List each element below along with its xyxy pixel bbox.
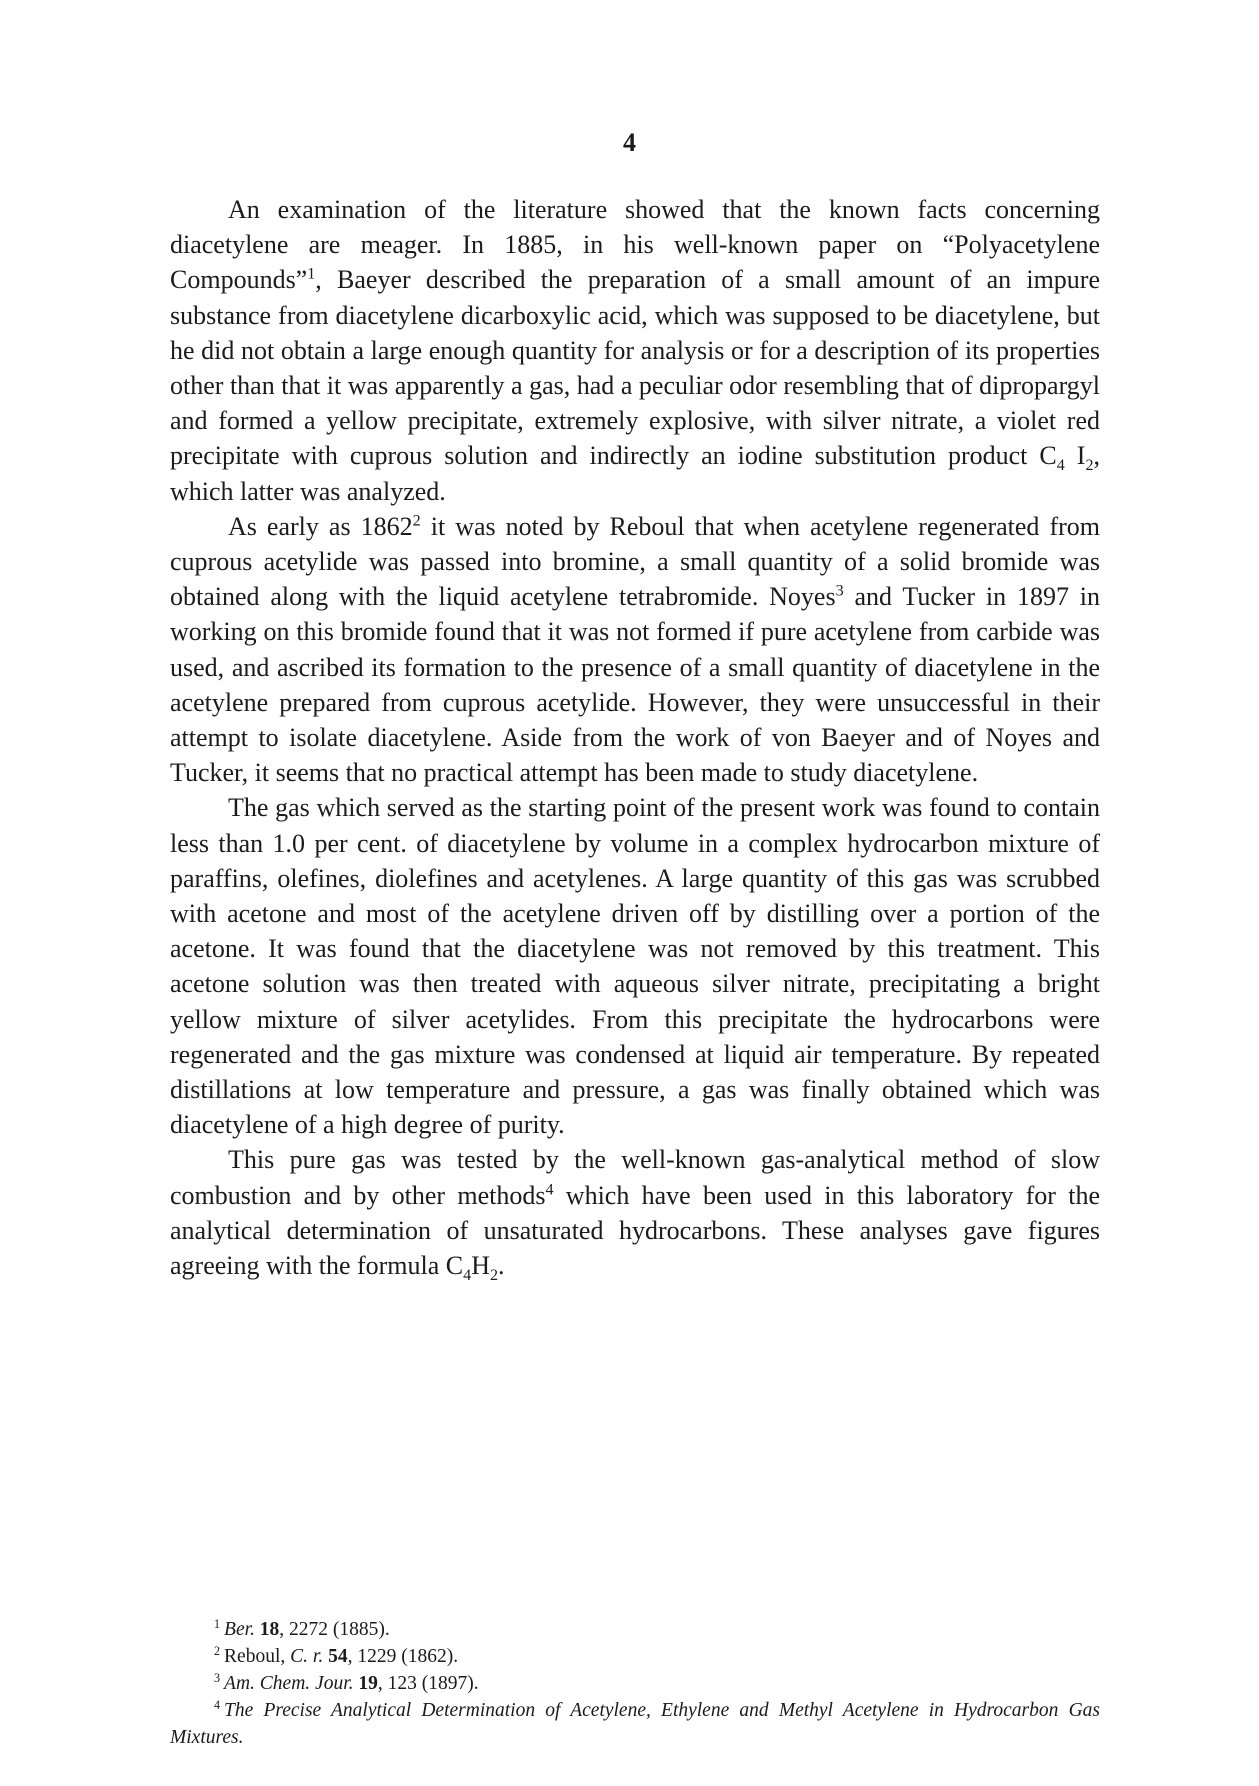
footnote-rest: , 1229 (1862). bbox=[347, 1646, 459, 1667]
footnotes bbox=[170, 1616, 1100, 1751]
paragraph-literature-review bbox=[170, 192, 1100, 509]
body-text bbox=[170, 192, 1100, 1283]
p1-text-b: , Baeyer described the preparation of a small amount of an impure substance from diacetylene dicarboxylic acid, which was supposed to be diacetylene, but he did not obtain a large enough quantity for analysis or for a description of its properties other than that it was apparently a gas, had a peculiar odor resembling that of dipropargyl and formed a yellow precipitate, extremely explosive, with silver nitrate, a violet red precipitate with cuprous solution and indirectly an iodine substitution product C bbox=[170, 265, 1100, 471]
footnote-title: The Precise Analytical Determination of Acetylene, Ethylene and Methyl Acetylene in Hydrocarbon Gas Mixtures. bbox=[170, 1700, 1100, 1748]
p1-text-d: , which latter was analyzed. bbox=[170, 441, 1100, 506]
footnote-journal: Am. Chem. Jour. bbox=[224, 1673, 354, 1694]
paragraph-present-work: The gas which served as the starting point of the present work was found to contain less than 1.0 per cent. of diacetylene by volume in a complex hydrocarbon mixture of paraffins, olefines, diolefines and acetylenes. A large quantity of this gas was scrubbed with acetone and most of the acetylene driven off by distilling over a portion of the acetone. It was found that the diacetylene was not removed by this treatment. This acetone solution was then treated with aqueous silver nitrate, precipitating a bright yellow mixture of silver acetylides. From this precipitate the hydrocarbons were regenerated and the gas mixture was condensed at liquid air temperature. By repeated distillations at low temperature and pressure, a gas was finally obtained which was diacetylene of a high degree of purity. bbox=[170, 793, 1100, 1140]
p1-text-c: I bbox=[1064, 441, 1086, 471]
paragraph-early-work bbox=[170, 509, 1100, 791]
footnote-marker: 4 bbox=[214, 1697, 221, 1712]
footnote-volume: 19 bbox=[358, 1673, 378, 1694]
footnote-ref-3: 3 bbox=[835, 582, 844, 600]
footnote-journal: C. r. bbox=[290, 1646, 324, 1667]
footnote-rest: , 123 (1897). bbox=[377, 1673, 479, 1694]
p2-text-b: it was noted by Reboul that when acetylene regenerated from cuprous acetylide was passed into bromine, a small quantity of a solid bromide was obtained along with the liquid acetylene tetrabromide. Noyes bbox=[170, 511, 1101, 612]
paragraph-analysis bbox=[170, 1142, 1100, 1283]
footnote-rest: , 2272 (1885). bbox=[279, 1619, 390, 1640]
footnote-volume: 18 bbox=[259, 1619, 280, 1640]
footnote-journal: Ber. bbox=[224, 1619, 255, 1640]
p2-text-a: As early as 1862 bbox=[228, 511, 413, 541]
p4-text-c: H bbox=[471, 1251, 490, 1281]
footnote-marker: 3 bbox=[214, 1670, 221, 1685]
p4-text-a: This pure gas was tested by the well-known gas-analytical method of slow combustion and by other methods bbox=[170, 1145, 1100, 1210]
p2-text-c: and Tucker in 1897 in working on this bromide found that it was not formed if pure acetylene from carbide was used, and ascribed its formation to the presence of a small quantity of diacetylene in the acetylene prepared from cuprous acetylide. However, they were unsuccessful in their attempt to isolate diacetylene. Aside from the work of von Baeyer and of Noyes and Tucker, it seems that no practical attempt has been made to study diacetylene. bbox=[170, 582, 1100, 788]
p1-text-a: An examination of the literature showed that the known facts concerning diacetylene are meager. In 1885, in his well-known paper on “Polyacetylene Compounds” bbox=[170, 195, 1100, 295]
p1-subscript-2: 2 bbox=[1085, 457, 1094, 475]
footnote-volume: 54 bbox=[328, 1646, 348, 1667]
footnote-marker: 2 bbox=[214, 1643, 221, 1658]
footnote-3 bbox=[170, 1670, 1100, 1697]
p4-subscript-1: 4 bbox=[463, 1267, 472, 1285]
page-number: 4 bbox=[623, 128, 636, 157]
footnote-ref-2: 2 bbox=[412, 512, 421, 530]
p4-subscript-2: 2 bbox=[489, 1267, 499, 1285]
footnote-ref-1: 1 bbox=[307, 265, 316, 283]
footnote-4 bbox=[170, 1697, 1100, 1751]
footnote-author: Reboul, bbox=[224, 1646, 291, 1667]
footnote-marker: 1 bbox=[214, 1616, 221, 1631]
p4-text-b: which have been used in this laboratory for the analytical determination of unsaturated hydrocarbons. These analyses gave figures agreeing with the formula C bbox=[170, 1180, 1100, 1281]
footnote-ref-4: 4 bbox=[545, 1181, 554, 1199]
p1-subscript-1: 4 bbox=[1056, 457, 1065, 475]
p4-text-d: . bbox=[498, 1251, 505, 1281]
footnote-2 bbox=[170, 1643, 1100, 1670]
footnote-1 bbox=[170, 1616, 1100, 1643]
